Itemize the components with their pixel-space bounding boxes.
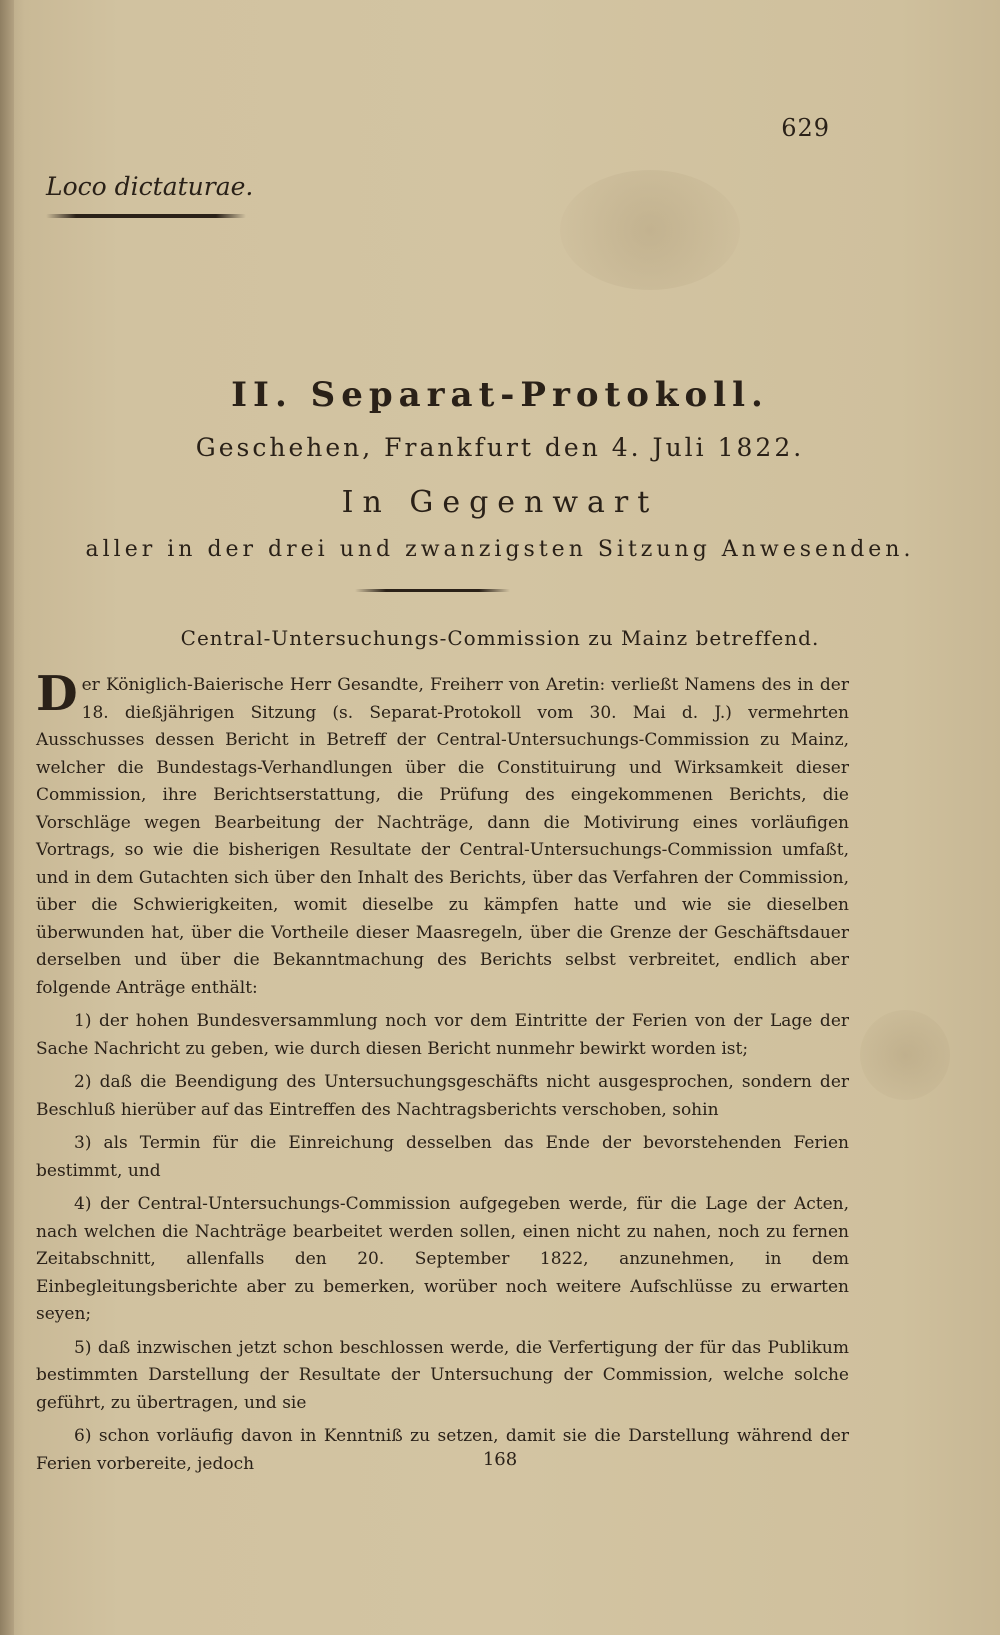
subject-line: Central-Untersuchungs-Commission zu Mainz betreffend. (180, 626, 820, 650)
dateline: Geschehen, Frankfurt den 4. Juli 1822. (195, 433, 805, 462)
list-item: 2) daß die Beendigung des Untersuchungsgeschäfts nicht ausgesprochen, sondern der Beschluß hierüber auf das Eintreffen des Nachtragsberichts verschoben, sohin (36, 1072, 849, 1120)
drop-cap: D (36, 666, 78, 722)
list-item: 1) der hohen Bundesversammlung noch vor dem Eintritte der Ferien von der Lage der Sache Nachricht zu geben, wie durch diesen Bericht nunmehr bewirkt worden ist; (36, 1011, 849, 1059)
paper-stain (860, 1010, 950, 1100)
attendees-line: aller in der drei und zwanzigsten Sitzung Anwesenden. (85, 537, 915, 562)
section-divider (355, 589, 510, 592)
intro-text: er Königlich-Baierische Herr Gesandte, Freiherr von Aretin: verließt Namens des in der 18. dießjährigen Sitzung (s. Separat-Protokoll vom 30. Mai d. J.) vermehrten Ausschusses dessen Bericht in Betreff der Central-Untersuchungs-Commission zu Mainz, welcher die Bundestags-Verhandlungen über die Constituirung und Wirksamkeit dieser Commission, ihre Berichtserstattung, die Prüfung des eingekommenen Berichts, die Vorschläge wegen Bearbeitung der Nachträge, dann die Motivirung eines vorläufigen Vortrags, so wie die bisherigen Resultate der Central-Untersuchungs-Commission umfaßt, und in dem Gutachten sich über den Inhalt des Berichts, über das Verfahren der Commission, über die Schwierigkeiten, womit dieselbe zu kämpfen hatte und wie sie dieselben überwunden hat, über die Vortheile dieser Maasregeln, über die Grenze der Geschäftsdauer derselben und über die Bekanntmachung des Berichts selbst verbreitet, endlich aber folgende Anträge enthält: (36, 675, 849, 998)
presence-heading: In Gegenwart (341, 485, 659, 520)
list-item: 3) als Termin für die Einreichung desselben das Ende der bevorstehenden Ferien bestimmt, und (36, 1133, 849, 1181)
intro-paragraph (36, 666, 849, 1002)
header-note: Loco dictaturae. (46, 172, 254, 201)
signature-mark: 168 (482, 1449, 518, 1470)
book-spine-shadow (0, 0, 14, 1635)
list-item: 6) schon vorläufig davon in Kenntniß zu setzen, damit sie die Darstellung während der Ferien vorbereite, jedoch (36, 1426, 849, 1474)
page-number: 629 (781, 114, 830, 142)
decorative-rule (46, 214, 246, 218)
body-text (36, 666, 849, 1484)
list-item: 5) daß inzwischen jetzt schon beschlossen werde, die Verfertigung der für das Publikum bestimmten Darstellung der Resultate der Untersuchung der Commission, welche solche geführt, zu übertragen, und sie (36, 1337, 849, 1413)
list-item: 4) der Central-Untersuchungs-Commission aufgegeben werde, für die Lage der Acten, nach welchen die Nachträge bearbeitet werden sollen, einen nicht zu nahen, noch zu fernen Zeitabschnitt, allenfalls den 20. September 1822, anzunehmen, in dem Einbegleitungsberichte aber zu bemerken, worüber noch weitere Aufschlüsse zu erwarten seyen; (36, 1194, 849, 1324)
document-title: II. Separat-Protokoll. (231, 375, 769, 415)
paper-stain (560, 170, 740, 290)
